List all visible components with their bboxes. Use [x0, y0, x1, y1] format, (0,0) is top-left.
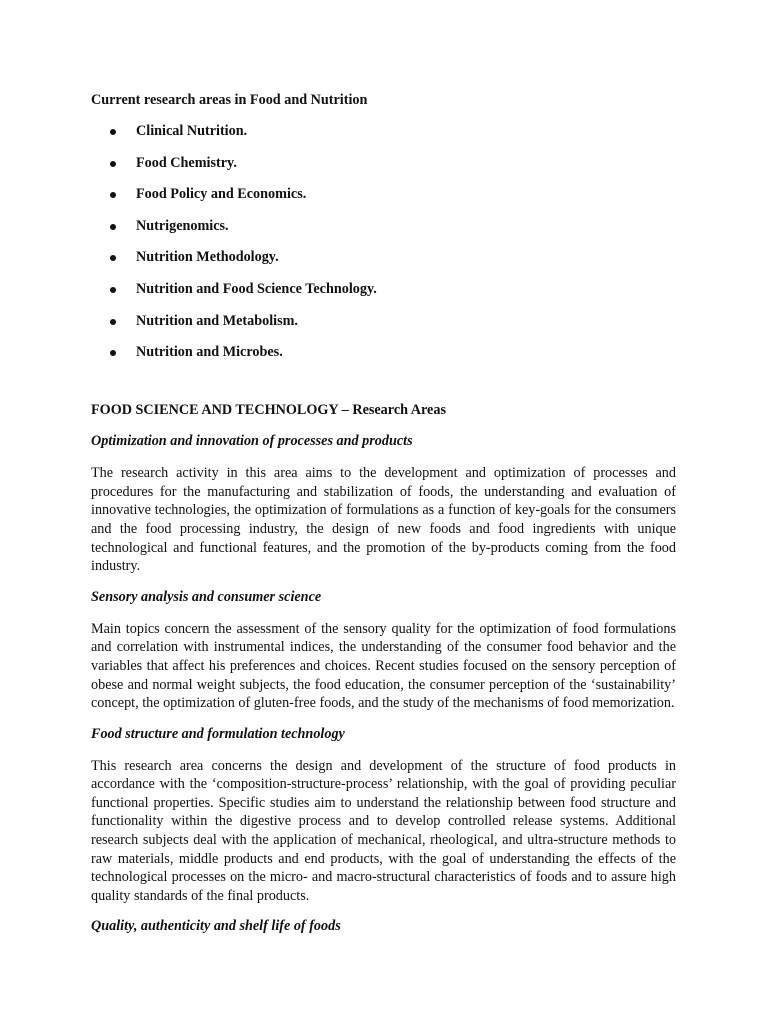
- research-areas-list: [91, 122, 676, 362]
- list-item-label: Food Chemistry.: [136, 154, 237, 171]
- subsection-paragraph: This research area concerns the design and development of the structure of food products in accordance with the ‘composition-structure-process’ relationship, with the goal of providing peculiar functional properties. Specific studies aim to understand the relationship between food structure and functionality within the digestive process and to develop controlled release systems. Additional research subjects deal with the application of mechanical, rheological, and ultra-structure methods to raw materials, middle products and end products, with the goal of understanding the effects of the technological processes on the micro- and macro-structural characteristics of foods and to assure high quality standards of the final products.: [91, 757, 676, 904]
- bullet-icon: [110, 287, 116, 293]
- list-item-label: Nutrition and Microbes.: [136, 344, 283, 361]
- bullet-icon: [110, 255, 116, 261]
- bullet-icon: [110, 129, 116, 135]
- subsection-heading: Sensory analysis and consumer science: [91, 588, 322, 605]
- list-item: [91, 185, 676, 204]
- list-item: [91, 280, 676, 299]
- list-item: [91, 312, 676, 331]
- list-item: [91, 122, 676, 141]
- bullet-icon: [110, 224, 116, 230]
- list-item-label: Nutrition and Metabolism.: [136, 312, 298, 329]
- list-item: [91, 154, 676, 173]
- list-item-label: Nutrition Methodology.: [136, 249, 279, 266]
- section-title: FOOD SCIENCE AND TECHNOLOGY – Research Areas: [91, 402, 446, 419]
- subsection-heading: Quality, authenticity and shelf life of foods: [91, 918, 341, 935]
- list-item-label: Food Policy and Economics.: [136, 186, 307, 203]
- list-item: [91, 343, 676, 362]
- subsection-paragraph: Main topics concern the assessment of the sensory quality for the optimization of food formulations and correlation with instrumental indices, the understanding of the consumer food behavior and the variables that affect his preferences and choices. Recent studies focused on the sensory perception of obese and normal weight subjects, the food education, the consumer perception of the ‘sustainability’ concept, the optimization of gluten-free foods, and the study of the mechanisms of food memorization.: [91, 620, 676, 712]
- subsection-paragraph: The research activity in this area aims to the development and optimization of processes and procedures for the manufacturing and stabilization of foods, the understanding and evaluation of innovative technologies, the optimization of formulations as a function of key-goals for the consumers and the food processing industry, the design of new foods and food ingredients with unique technological and functional features, and the promotion of the by-products coming from the food industry.: [91, 465, 676, 575]
- bullet-icon: [110, 192, 116, 198]
- document-body: [91, 91, 676, 936]
- list-item-label: Clinical Nutrition.: [136, 123, 248, 139]
- bullet-icon: [110, 319, 116, 325]
- list-item: [91, 248, 676, 267]
- document-heading: Current research areas in Food and Nutrition: [91, 92, 368, 108]
- list-item-label: Nutrition and Food Science Technology.: [136, 280, 377, 297]
- bullet-icon: [110, 350, 116, 356]
- list-item: [91, 217, 676, 236]
- subsection-heading: Food structure and formulation technology: [91, 725, 345, 742]
- bullet-icon: [110, 161, 116, 167]
- list-item-label: Nutrigenomics.: [136, 217, 229, 234]
- subsection-heading: Optimization and innovation of processes and products: [91, 433, 413, 450]
